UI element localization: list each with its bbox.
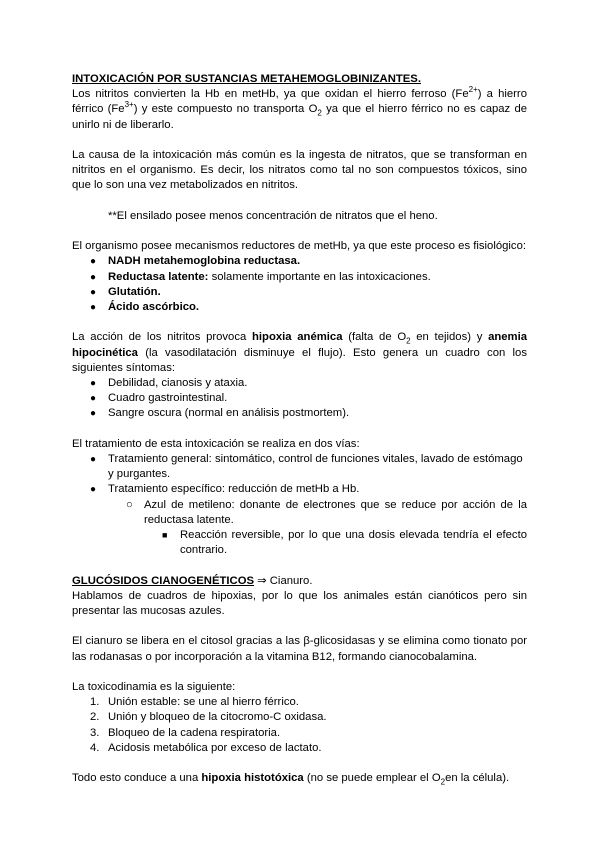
text-span: (falta de O <box>342 331 407 344</box>
text-span: Unión estable: se une al hierro férrico. <box>108 696 299 709</box>
bold-text: Glutatión. <box>108 285 161 298</box>
text-span: Bloqueo de la cadena respiratoria. <box>108 726 281 739</box>
text-span: Tratamiento específico: reducción de metHb a Hb. <box>108 483 360 496</box>
mechanisms-list <box>72 254 527 315</box>
section-title-methemoglobin: INTOXICACIÓN POR SUSTANCIAS METAHEMOGLOBINIZANTES. <box>72 73 421 85</box>
text-span: Unión y bloqueo de la citocromo-C oxidasa. <box>108 711 327 724</box>
section-title-cyanogenic: GLUCÓSIDOS CIANOGENÉTICOS <box>72 574 255 587</box>
list-item <box>108 285 527 300</box>
document-page <box>72 72 527 786</box>
bold-text: NADH metahemoglobina reductasa. <box>108 255 301 268</box>
bold-text: hipoxia anémica <box>252 331 343 344</box>
list-item <box>144 498 527 559</box>
paragraph-cause: La causa de la intoxicación más común es la ingesta de nitratos, que se transforman en nitritos en el organismo. Es decir, los nitratos como tal no son compuestos tóxicos, sino que lo son una vez metabolizados en nitritos. <box>72 149 527 192</box>
section-title-cyanogenic-line <box>72 574 527 589</box>
paragraph-treatment: El tratamiento de esta intoxicación se realiza en dos vías: <box>72 437 360 450</box>
paragraph-nitrite-action <box>72 330 527 376</box>
text-span: en la célula). <box>445 772 510 785</box>
title-suffix: ⇒ Cianuro. <box>254 574 313 587</box>
text-span: en tejidos) y <box>410 331 489 344</box>
text-span: La acción de los nitritos provoca <box>72 331 252 344</box>
paragraph-toxicodynamics: La toxicodinamia es la siguiente: <box>72 681 236 693</box>
list-number: 2. <box>90 711 100 724</box>
text-span: Azul de metileno: donante de electrones que se reduce por acción de la reductasa latente. <box>144 498 527 526</box>
bold-text: Ácido ascórbico. <box>108 301 200 313</box>
subscript: 2 <box>406 336 411 346</box>
paragraph-conclusion <box>72 771 527 786</box>
list-item <box>108 270 527 285</box>
list-item: ■ Reacción reversible, por lo que una dosis elevada tendría el efecto contrario. <box>180 528 527 558</box>
subscript: 2 <box>440 777 446 787</box>
treatments-list <box>72 452 527 558</box>
text-span: Tratamiento general: sintomático, control de funciones vitales, lavado de estómago y purgantes. <box>108 453 523 481</box>
toxicodynamics-list <box>72 695 527 756</box>
list-item: ● Sangre oscura (normal en análisis postmortem). <box>108 406 527 421</box>
text-span: Acidosis metabólica por exceso de lactato. <box>108 741 322 754</box>
text-span: solamente importante en las intoxicaciones. <box>208 270 431 283</box>
list-item <box>90 710 527 725</box>
paragraph-cyanide-release: El cianuro se libera en el citosol gracias a las β-glicosidasas y se elimina como tionato por las rodanasas o por incorporación a la vitamina B12, formando cianocobalamina. <box>72 635 527 663</box>
paragraph-hypoxia: Hablamos de cuadros de hipoxias, por lo que los animales están cianóticos pero sin presentar las mucosas azules. <box>72 589 527 618</box>
list-number: 4. <box>90 741 100 754</box>
superscript: 2+ <box>468 85 478 95</box>
paragraph-nitrites <box>72 87 527 133</box>
text-span: ya que el hierro férrico no es capaz de unirlo ni de liberarlo. <box>72 103 528 131</box>
text-span: ) y este compuesto no transporta O <box>133 103 318 116</box>
list-number: 3. <box>90 726 100 739</box>
bold-text: anemia hipocinética <box>72 331 527 359</box>
list-item <box>108 254 527 269</box>
note-silage: **El ensilado posee menos concentración de nitratos que el heno. <box>108 209 438 222</box>
list-item <box>108 300 527 315</box>
bold-text: hipoxia histotóxica <box>201 772 304 785</box>
text-span: Los nitritos convierten la Hb en metHb, ya que oxidan el hierro ferroso (Fe <box>72 88 469 101</box>
bold-text: Reductasa latente: <box>108 270 209 283</box>
specific-treatment-list <box>108 498 527 559</box>
subscript: 2 <box>317 108 322 118</box>
list-item: ● Cuadro gastrointestinal. <box>108 391 527 406</box>
list-item <box>108 482 527 558</box>
symptoms-list <box>72 376 527 422</box>
list-item <box>108 452 527 482</box>
text-span: ) a hierro férrico (Fe <box>72 88 527 116</box>
text-span: Todo esto conduce a una <box>72 772 202 785</box>
list-item <box>90 726 527 741</box>
methylene-sublist <box>144 528 527 558</box>
list-item <box>90 741 527 756</box>
list-item <box>90 695 527 710</box>
text-span: (no se puede emplear el O <box>303 772 441 785</box>
text-span: (la vasodilatación disminuye el flujo). Esto genera un cuadro con los siguientes síntomas: <box>72 346 527 374</box>
list-number: 1. <box>90 696 100 709</box>
paragraph-mechanisms: El organismo posee mecanismos reductores de metHb, ya que este proceso es fisiológico: <box>72 240 526 253</box>
list-item: ● Debilidad, cianosis y ataxia. <box>108 376 527 391</box>
superscript: 3+ <box>124 100 134 110</box>
